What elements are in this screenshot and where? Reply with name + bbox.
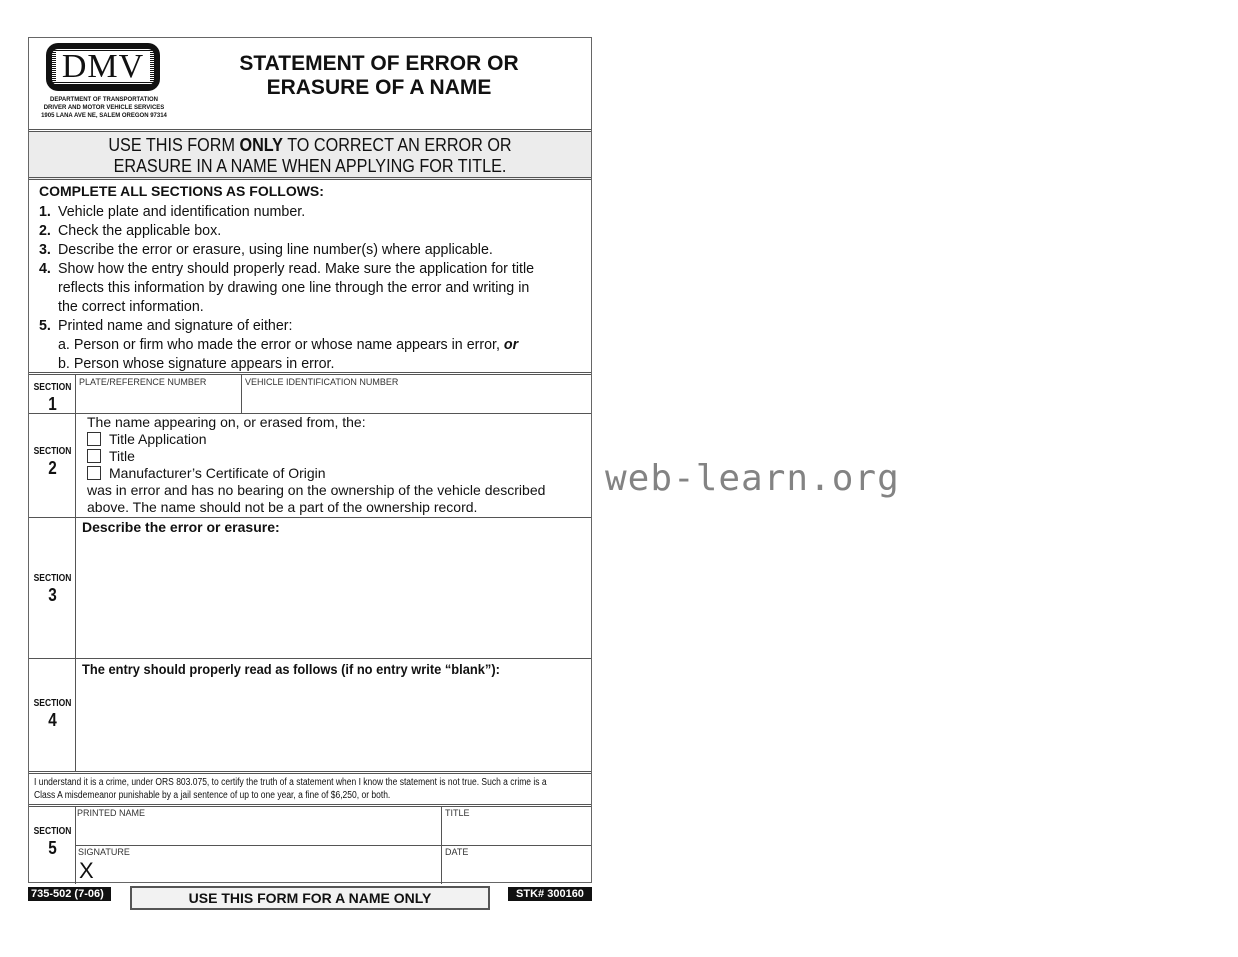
agency-address: DEPARTMENT OF TRANSPORTATION DRIVER AND MOTOR VEHICLE SERVICES 1905 LANA AVE NE, SALEM OREGON 97314 [41, 97, 167, 119]
title-field[interactable] [442, 807, 591, 845]
vin-field[interactable] [242, 375, 591, 413]
signature-field[interactable] [76, 846, 441, 884]
usage-banner: USE THIS FORM ONLY TO CORRECT AN ERROR OR ERASURE IN A NAME WHEN APPLYING FOR TITLE. [29, 132, 591, 180]
name-only-notice: USE THIS FORM FOR A NAME ONLY [130, 886, 490, 910]
option-title[interactable]: Title [87, 448, 545, 465]
section-3: SECTION 3 Describe the error or erasure: [29, 517, 591, 658]
section-2: SECTION 2 The name appearing on, or erased from, the: Title Application Title Manufacturer’s Certificate of Origin was in error and has no bearing on the ownership of the vehicle described above. The name should not be a part of the ownership record. [33, 414, 546, 515]
dmv-logo: DMV [46, 43, 160, 91]
option-title-application[interactable]: Title Application [87, 431, 545, 448]
instructions-heading: COMPLETE ALL SECTIONS AS FOLLOWS: [39, 183, 324, 199]
section-4: SECTION 4 The entry should properly read as follows (if no entry write “blank”): [29, 658, 591, 771]
form-title: STATEMENT OF ERROR OR ERASURE OF A NAME [239, 52, 519, 99]
crime-statement: I understand it is a crime, under ORS 803.075, to certify the truth of a statement when I know the statement is not true. Such a crime is a Class A misdemeanor punishable by a jail sentence of up to one year, a fine of $6,250, or both. [34, 777, 547, 801]
stock-number: STK# 300160 [508, 887, 592, 901]
printed-name-field[interactable] [76, 807, 441, 845]
plate-number-field[interactable] [76, 375, 241, 413]
correct-entry-field[interactable] [76, 680, 591, 771]
form [28, 37, 592, 883]
date-field[interactable] [442, 846, 591, 884]
checkbox[interactable] [87, 466, 101, 480]
instructions-list: 1. Vehicle plate and identification number. 2. Check the applicable box. 3. Describe the error or erasure, using line number(s) where applicable. 4. Show how the entry should properly read. Make sure the application for title reflects this information by drawing one line through the error and writing in the correct information. 5. Printed name and signature of either: a. Person or firm who made the error or whose name appears in error, or b. Person whose signature appears in error. [39, 203, 535, 372]
checkbox[interactable] [87, 432, 101, 446]
option-manufacturers-certificate[interactable]: Manufacturer’s Certificate of Origin [87, 465, 545, 482]
form-number: 735-502 (7-06) [28, 887, 111, 901]
error-description-field[interactable] [76, 537, 591, 658]
checkbox[interactable] [87, 449, 101, 463]
section-5: SECTION 5 PRINTED NAME TITLE SIGNATURE X DATE [29, 807, 591, 884]
section-1: SECTION 1 PLATE/REFERENCE NUMBER VEHICLE IDENTIFICATION NUMBER [29, 375, 591, 413]
signature-mark: X [79, 858, 94, 883]
watermark: web-learn.org [605, 458, 900, 499]
